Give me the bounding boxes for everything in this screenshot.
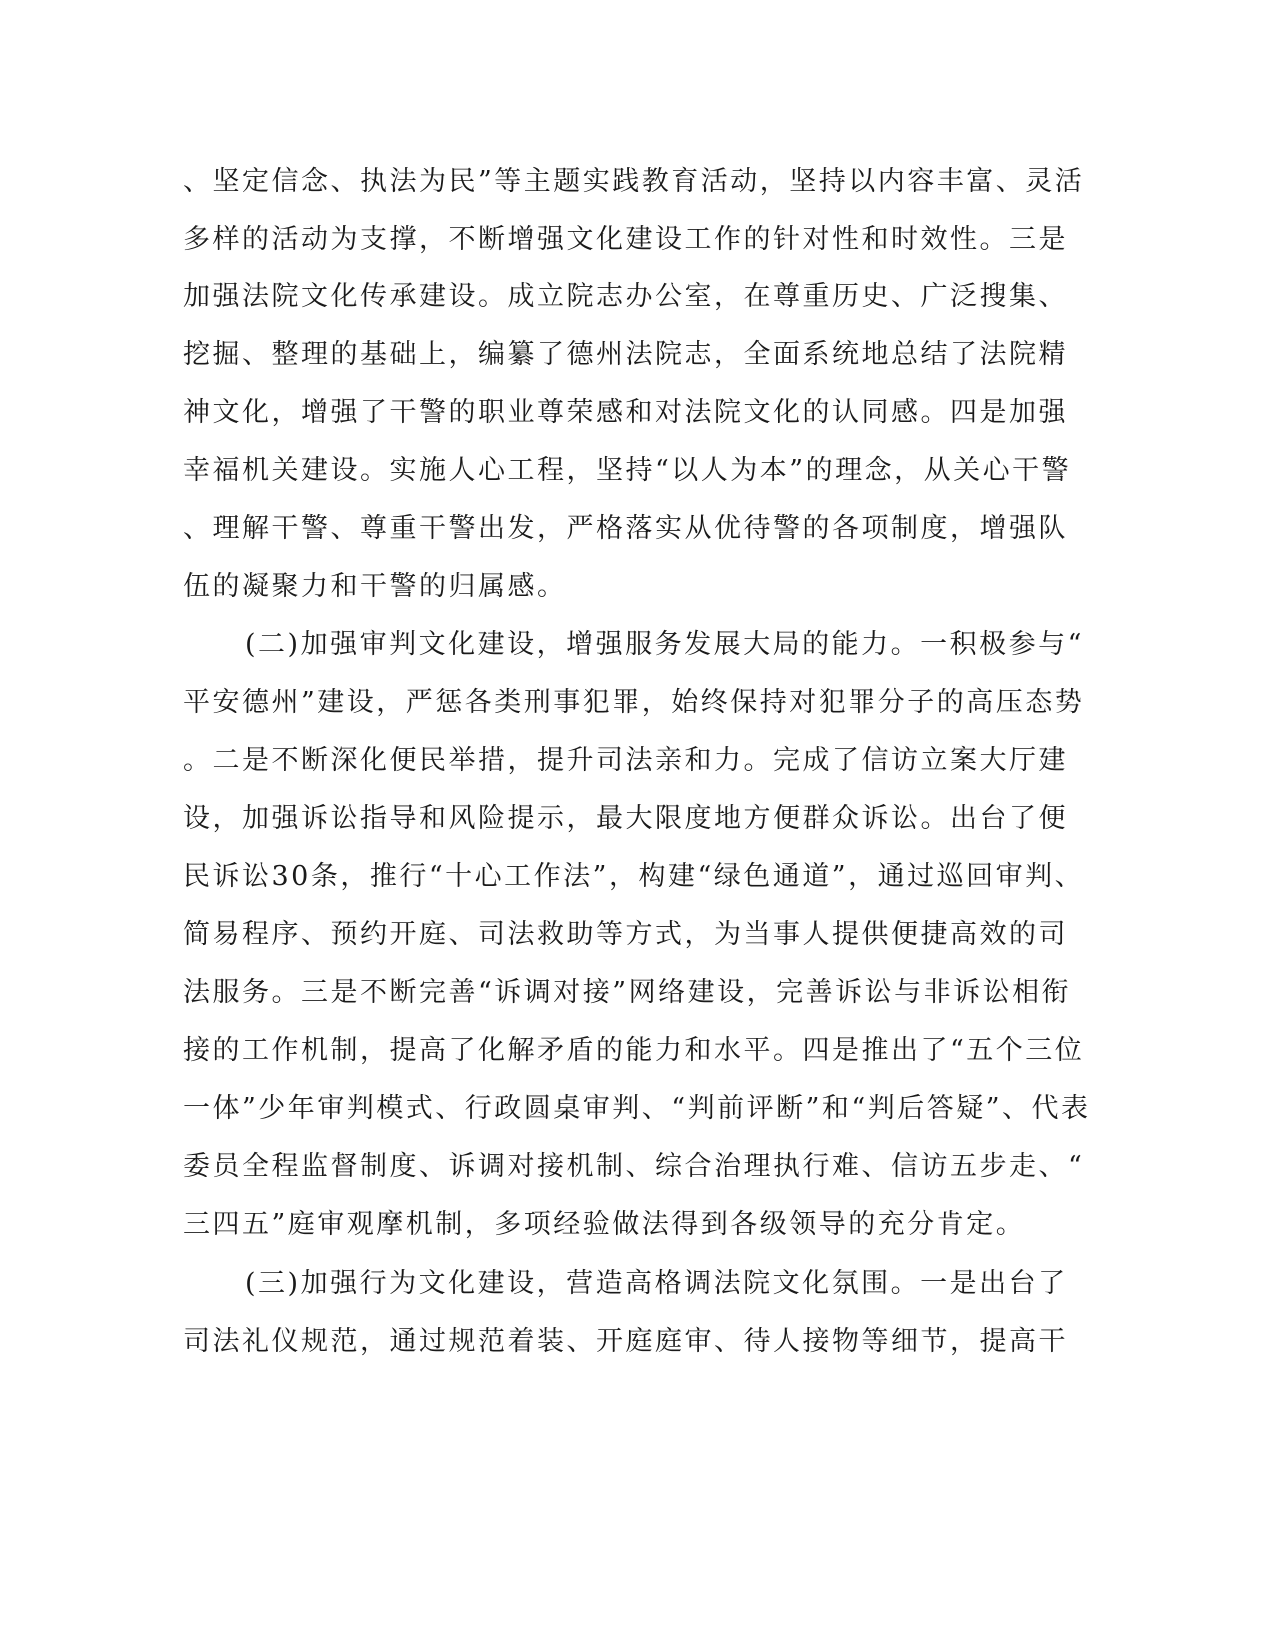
text-line: 、坚定信念、执法为民”等主题实践教育活动，坚持以内容丰富、灵活 — [183, 166, 1085, 197]
text-line: 设，加强诉讼指导和风险提示，最大限度地方便群众诉讼。出台了便 — [183, 803, 1068, 834]
text-line: 多样的活动为支撑，不断增强文化建设工作的针对性和时效性。三是 — [183, 224, 1068, 255]
text-line: 。二是不断深化便民举措，提升司法亲和力。完成了信访立案大厅建 — [183, 745, 1068, 776]
text-line: 司法礼仪规范，通过规范着装、开庭庭审、待人接物等细节，提高干 — [183, 1326, 1068, 1357]
text-line: 三四五”庭审观摩机制，多项经验做法得到各级领导的充分肯定。 — [183, 1209, 1026, 1240]
text-line: 平安德州”建设，严惩各类刑事犯罪，始终保持对犯罪分子的高压态势 — [183, 687, 1085, 718]
text-line: 法服务。三是不断完善“诉调对接”网络建设，完善诉讼与非诉讼相衔 — [183, 977, 1072, 1008]
text-line: 挖掘、整理的基础上，编纂了德州法院志，全面系统地总结了法院精 — [183, 339, 1068, 370]
text-line: 委员全程监督制度、诉调对接机制、综合治理执行难、信访五步走、“ — [183, 1151, 1085, 1182]
paragraph-start-line: (二)加强审判文化建设，增强服务发展大局的能力。一积极参与“ — [245, 629, 1084, 660]
text-line: 伍的凝聚力和干警的归属感。 — [183, 571, 567, 602]
text-line: 民诉讼30条，推行“十心工作法”，构建“绿色通道”，通过巡回审判、 — [183, 861, 1085, 892]
text-line: 接的工作机制，提高了化解矛盾的能力和水平。四是推出了“五个三位 — [183, 1035, 1085, 1066]
text-line: 简易程序、预约开庭、司法救助等方式，为当事人提供便捷高效的司 — [183, 919, 1068, 950]
text-line: 神文化，增强了干警的职业尊荣感和对法院文化的认同感。四是加强 — [183, 397, 1068, 428]
text-line: 、理解干警、尊重干警出发，严格落实从优待警的各项制度，增强队 — [183, 513, 1068, 544]
text-line: 一体”少年审判模式、行政圆桌审判、“判前评断”和“判后答疑”、代表 — [183, 1093, 1091, 1124]
text-line: 加强法院文化传承建设。成立院志办公室，在尊重历史、广泛搜集、 — [183, 281, 1068, 312]
paragraph-start-line: (三)加强行为文化建设，营造高格调法院文化氛围。一是出台了 — [245, 1268, 1068, 1299]
text-line: 幸福机关建设。实施人心工程，坚持“以人为本”的理念，从关心干警 — [183, 455, 1072, 486]
